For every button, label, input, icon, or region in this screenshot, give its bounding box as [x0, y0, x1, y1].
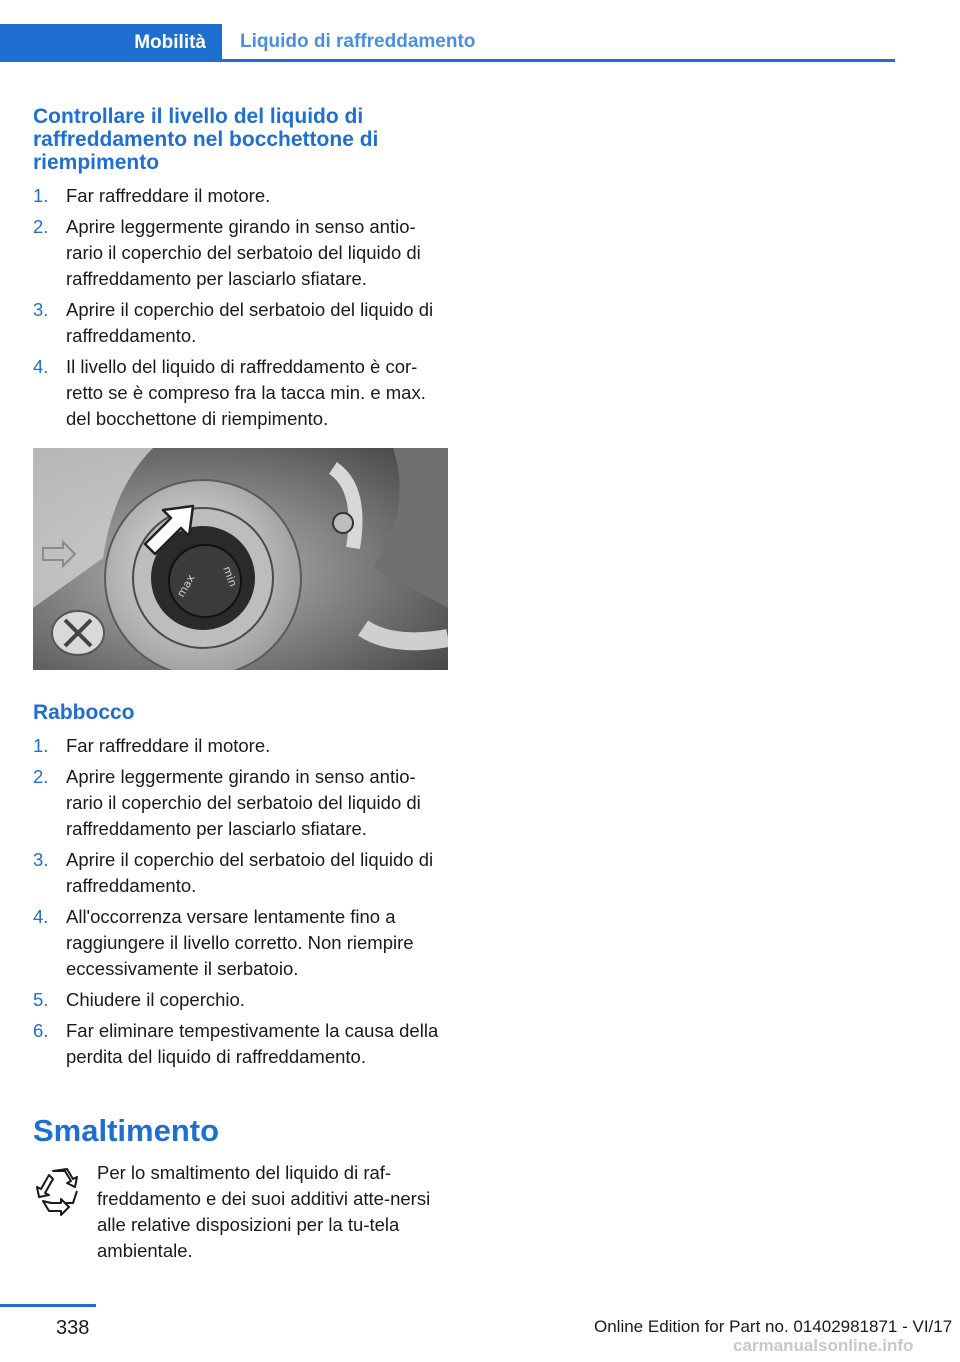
- list-item: [33, 733, 449, 759]
- step-number: 3.: [33, 299, 49, 320]
- list-item: [33, 1018, 449, 1070]
- step-number: 6.: [33, 1020, 49, 1041]
- header-rule: [0, 59, 895, 62]
- step-number: 4.: [33, 906, 49, 927]
- page-number: 338: [56, 1317, 90, 1339]
- cap-label-max: max: [174, 572, 198, 600]
- footer-rule: [0, 1304, 96, 1307]
- watermark: carmanualsonline.info: [733, 1336, 914, 1355]
- step-text: Aprire leggermente girando in senso antio-rario il coperchio del serbatoio del liquido di raffreddamento per lasciarlo sfiatare.: [66, 766, 421, 839]
- disposal-heading-wrap: [33, 1113, 449, 1149]
- list-item: [33, 904, 449, 982]
- step-number: 5.: [33, 989, 49, 1010]
- list-item: [33, 764, 449, 842]
- step-text: Far raffreddare il motore.: [66, 735, 271, 756]
- topic-tab[interactable]: Liquido di raffreddamento: [240, 31, 476, 52]
- list-item: [33, 987, 449, 1013]
- step-number: 3.: [33, 849, 49, 870]
- page-header: [0, 24, 895, 62]
- refill-steps: [33, 733, 449, 1070]
- list-item: [33, 297, 449, 349]
- disposal-heading: Smaltimento: [33, 1113, 220, 1148]
- section-tab[interactable]: Mobilità: [0, 24, 222, 62]
- check-level-section: [33, 105, 449, 437]
- refill-section: [33, 701, 449, 1075]
- step-number: 4.: [33, 356, 49, 377]
- cap-label-min: min: [220, 564, 240, 589]
- step-text: Aprire il coperchio del serbatoio del liquido di raffreddamento.: [66, 849, 434, 896]
- disposal-text: [33, 1160, 451, 1264]
- list-item: [33, 183, 449, 209]
- list-item: [33, 354, 449, 432]
- step-text: Aprire leggermente girando in senso antio-rario il coperchio del serbatoio del liquido di raffreddamento per lasciarlo sfiatare.: [66, 216, 421, 289]
- check-level-steps: [33, 183, 449, 432]
- edition-note: Online Edition for Part no. 01402981871 - VI/17: [594, 1317, 953, 1336]
- step-text: Aprire il coperchio del serbatoio del liquido di raffreddamento.: [66, 299, 434, 346]
- icon-spacer: [33, 1160, 97, 1244]
- coolant-filler-illustration: [33, 448, 448, 670]
- step-text: Il livello del liquido di raffreddamento è cor-retto se è compreso fra la tacca min. e max. del bocchettone di riempimento.: [66, 356, 426, 429]
- check-level-heading: Controllare il livello del liquido di raffreddamento nel bocchettone di riempimento: [33, 105, 379, 174]
- list-item: [33, 847, 449, 899]
- step-text: Chiudere il coperchio.: [66, 989, 245, 1010]
- step-number: 1.: [33, 185, 49, 206]
- disposal-paragraph: Per lo smaltimento del liquido di raf-freddamento e dei suoi additivi atte-nersi alle relative disposizioni per la tu-tela ambientale.: [97, 1162, 431, 1261]
- refill-heading: Rabbocco: [33, 701, 135, 724]
- step-number: 2.: [33, 766, 49, 787]
- step-text: Far raffreddare il motore.: [66, 185, 271, 206]
- step-text: All'occorrenza versare lentamente fino a raggiungere il livello corretto. Non riempire eccessivamente il serbatoio.: [66, 906, 414, 979]
- step-text: Far eliminare tempestivamente la causa della perdita del liquido di raffreddamento.: [66, 1020, 439, 1067]
- step-number: 1.: [33, 735, 49, 756]
- coolant-filler-photo: [33, 448, 448, 670]
- step-number: 2.: [33, 216, 49, 237]
- list-item: [33, 214, 449, 292]
